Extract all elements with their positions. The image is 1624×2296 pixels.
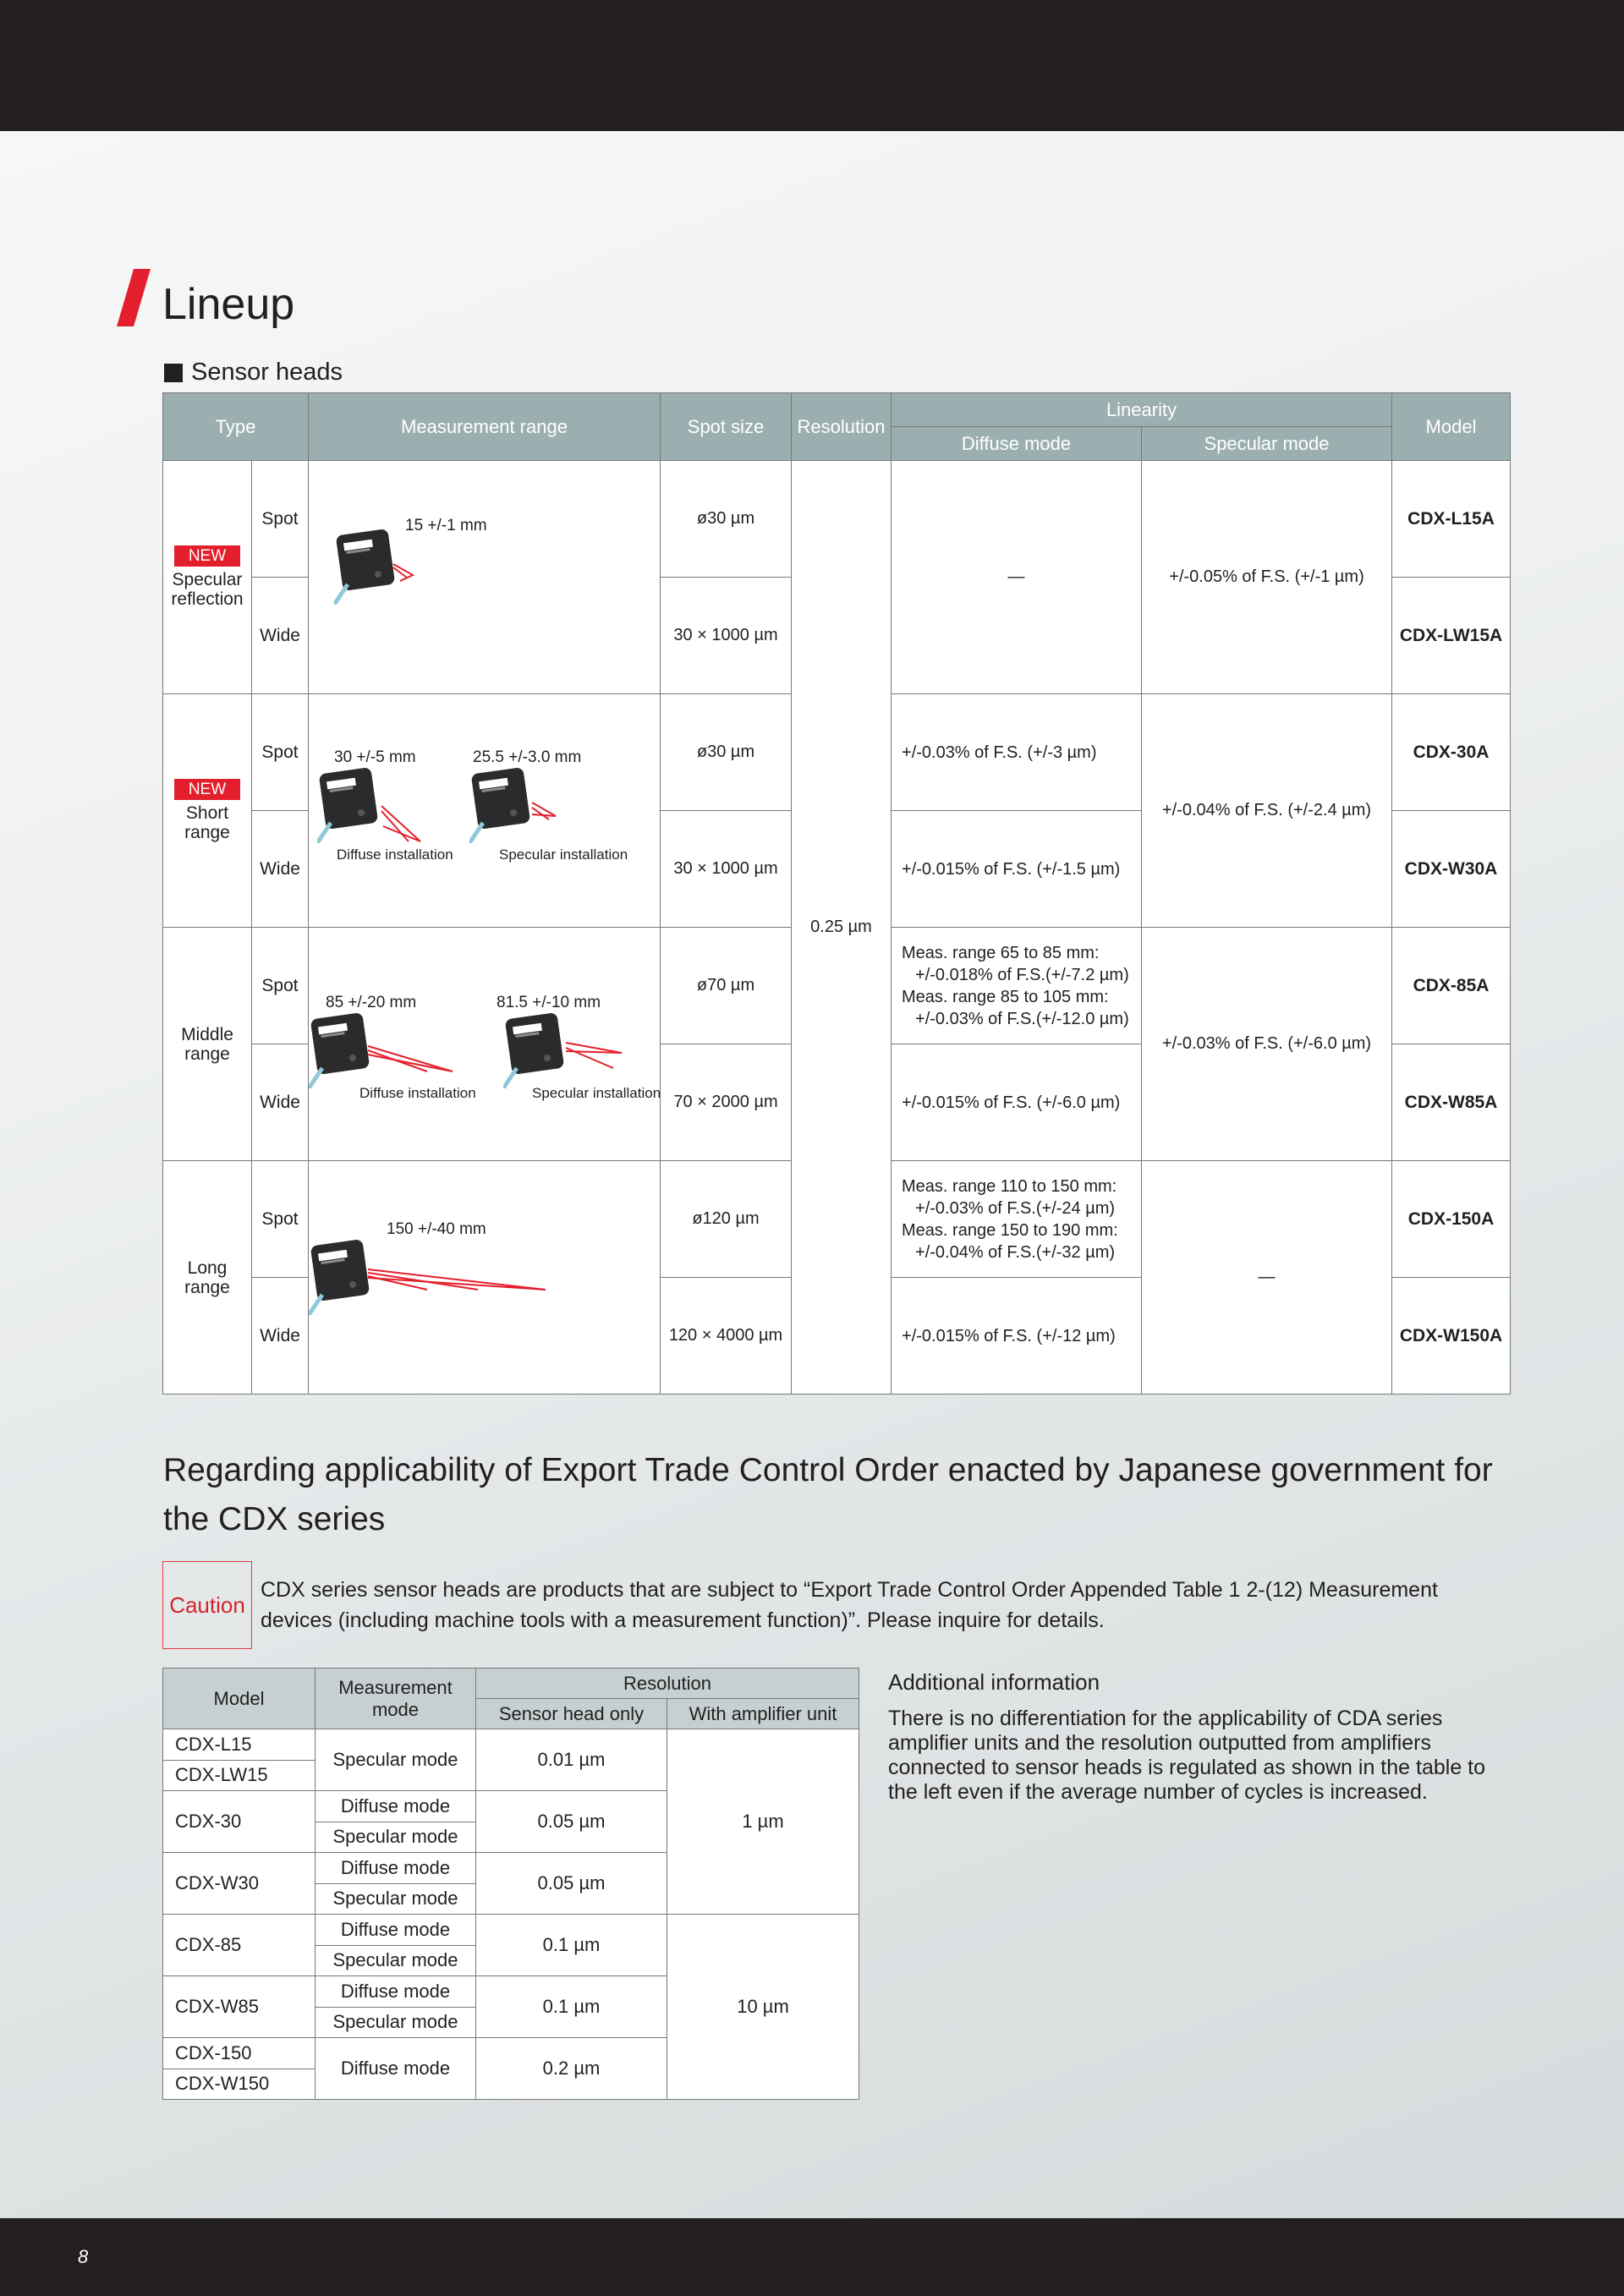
head-only-cell: 0.01 µm (476, 1729, 667, 1791)
type-label: range (184, 1277, 230, 1297)
model-name: CDX-30A (1392, 694, 1511, 811)
model-cell: CDX-W150 (163, 2069, 315, 2100)
range-illustration (309, 928, 661, 1161)
header-with-amplifier: With amplifier unit (667, 1699, 859, 1729)
header-resolution: Resolution (792, 393, 892, 461)
spot-size: 30 × 1000 µm (661, 811, 792, 928)
model-cell: CDX-L15 (163, 1729, 315, 1761)
diffuse-linearity: +/-0.015% of F.S. (+/-1.5 µm) (892, 811, 1142, 928)
new-badge: NEW (174, 545, 240, 567)
model-name: CDX-W150A (1392, 1278, 1511, 1395)
table-row (163, 1915, 859, 1946)
sensor-heads-table (162, 392, 1511, 1395)
head-only-cell: 0.2 µm (476, 2038, 667, 2100)
diffuse-linearity: +/-0.03% of F.S. (+/-3 µm) (892, 694, 1142, 811)
diffuse-linearity: — (892, 461, 1142, 694)
mode-cell: Diffuse mode (315, 1915, 476, 1946)
head-only-cell: 0.1 µm (476, 1915, 667, 1976)
linearity-line: +/-0.018% of F.S.(+/-7.2 µm) (915, 965, 1129, 984)
range-label: 30 +/-5 mm (334, 748, 416, 766)
mode-cell: Diffuse mode (315, 1976, 476, 2008)
model-cell: CDX-W85 (163, 1976, 315, 2038)
header-measurement-mode: Measurement mode (315, 1669, 476, 1729)
type-cell (163, 928, 252, 1161)
range-label: 150 +/-40 mm (387, 1220, 486, 1238)
range-illustration (309, 694, 661, 928)
resolution-table (162, 1668, 859, 2100)
new-badge: NEW (174, 779, 240, 800)
range-label: 25.5 +/-3.0 mm (473, 748, 582, 766)
mode-cell: Specular mode (315, 1822, 476, 1853)
specular-linearity: +/-0.03% of F.S. (+/-6.0 µm) (1142, 928, 1392, 1161)
linearity-line: Meas. range 85 to 105 mm: (902, 987, 1109, 1006)
mode-cell: Specular mode (315, 1945, 476, 1976)
header-specular-mode: Specular mode (1142, 427, 1392, 461)
mode-cell: Diffuse mode (315, 1791, 476, 1822)
model-name: CDX-L15A (1392, 461, 1511, 578)
installation-label: Diffuse installation (359, 1085, 476, 1101)
specular-linearity: +/-0.04% of F.S. (+/-2.4 µm) (1142, 694, 1392, 928)
spot-size: 30 × 1000 µm (661, 578, 792, 694)
red-slash-icon (117, 269, 151, 326)
header-model: Model (163, 1669, 315, 1729)
linearity-line: Meas. range 150 to 190 mm: (902, 1220, 1118, 1240)
header-type: Type (163, 393, 309, 461)
square-bullet-icon (164, 364, 183, 382)
sub-type: Spot (252, 694, 309, 811)
model-name: CDX-LW15A (1392, 578, 1511, 694)
header-diffuse-mode: Diffuse mode (892, 427, 1142, 461)
sub-type: Wide (252, 1044, 309, 1161)
head-only-cell: 0.05 µm (476, 1853, 667, 1915)
type-label: range (184, 1044, 230, 1064)
type-label: range (184, 823, 230, 842)
model-cell: CDX-150 (163, 2038, 315, 2069)
sub-type: Wide (252, 578, 309, 694)
page-title: Lineup (162, 280, 295, 329)
header-resolution: Resolution (476, 1669, 859, 1699)
diffuse-linearity: +/-0.015% of F.S. (+/-12 µm) (892, 1278, 1142, 1395)
export-heading: Regarding applicability of Export Trade Control Order enacted by Japanese government for the CDX series (163, 1452, 1493, 1537)
range-label: 85 +/-20 mm (326, 994, 417, 1011)
bottom-bar (0, 2218, 1624, 2296)
linearity-line: +/-0.04% of F.S.(+/-32 µm) (915, 1242, 1116, 1262)
specular-linearity: +/-0.05% of F.S. (+/-1 µm) (1142, 461, 1392, 694)
with-amp-cell: 1 µm (667, 1729, 859, 1915)
sub-type: Spot (252, 1161, 309, 1278)
installation-label: Diffuse installation (337, 847, 453, 863)
spot-size: ø70 µm (661, 928, 792, 1044)
header-linearity: Linearity (892, 393, 1392, 427)
type-cell (163, 1161, 252, 1395)
sensor-image (309, 1239, 562, 1340)
linearity-line: Meas. range 110 to 150 mm: (902, 1176, 1117, 1196)
caution-text: CDX series sensor heads are products that are subject to “Export Trade Control Order Appended Table 1 2-(12) Measurement devices (including machine tools with a measurement function)”. Please inquire for details. (261, 1578, 1438, 1632)
model-cell: CDX-85 (163, 1915, 315, 1976)
specular-linearity: — (1142, 1161, 1392, 1395)
spot-size: 70 × 2000 µm (661, 1044, 792, 1161)
model-name: CDX-W85A (1392, 1044, 1511, 1161)
table-row (163, 461, 1511, 578)
type-label: Middle (181, 1024, 233, 1044)
header-model: Model (1392, 393, 1511, 461)
type-label: Long (187, 1258, 228, 1278)
additional-info-text: There is no differentiation for the applicability of CDA series amplifier units and the resolution outputted from amplifiers connected to sensor heads is regulated as shown in the table to the left even if the average number of cycles is increased. (888, 1707, 1486, 1804)
mode-cell: Specular mode (315, 1883, 476, 1915)
model-cell: CDX-W30 (163, 1853, 315, 1915)
sub-type: Spot (252, 461, 309, 578)
range-label: 15 +/-1 mm (405, 517, 487, 534)
header-sensor-head-only: Sensor head only (476, 1699, 667, 1729)
page-number: 8 (78, 2246, 89, 2267)
top-bar (0, 0, 1624, 131)
sensor-image (334, 529, 436, 638)
type-label: Specular (172, 570, 243, 589)
additional-info-title: Additional information (888, 1669, 1100, 1695)
mode-cell: Diffuse mode (315, 1853, 476, 1884)
sub-type: Wide (252, 811, 309, 928)
section-heading-text: Sensor heads (191, 359, 343, 386)
section-heading (164, 359, 343, 386)
range-label: 81.5 +/-10 mm (497, 994, 601, 1011)
range-illustration (309, 461, 661, 694)
diffuse-linearity: +/-0.015% of F.S. (+/-6.0 µm) (892, 1044, 1142, 1161)
model-name: CDX-W30A (1392, 811, 1511, 928)
model-cell: CDX-LW15 (163, 1760, 315, 1791)
resolution-value: 0.25 µm (792, 461, 892, 1395)
model-cell: CDX-30 (163, 1791, 315, 1853)
linearity-line: +/-0.03% of F.S.(+/-24 µm) (915, 1198, 1116, 1218)
type-label: Short (185, 803, 229, 823)
mode-cell: Specular mode (315, 1729, 476, 1791)
spot-size: ø30 µm (661, 694, 792, 811)
caution-box: Caution (162, 1561, 252, 1649)
mode-cell: Specular mode (315, 2007, 476, 2038)
type-label: reflection (171, 589, 244, 609)
head-only-cell: 0.1 µm (476, 1976, 667, 2038)
type-cell (163, 461, 252, 694)
diffuse-linearity (892, 1161, 1142, 1278)
table-row (163, 1729, 859, 1761)
range-illustration (309, 1161, 661, 1395)
model-name: CDX-150A (1392, 1161, 1511, 1278)
head-only-cell: 0.05 µm (476, 1791, 667, 1853)
spot-size: ø120 µm (661, 1161, 792, 1278)
header-spot-size: Spot size (661, 393, 792, 461)
mode-cell: Diffuse mode (315, 2038, 476, 2100)
with-amp-cell: 10 µm (667, 1915, 859, 2100)
model-name: CDX-85A (1392, 928, 1511, 1044)
sub-type: Spot (252, 928, 309, 1044)
installation-label: Specular installation (499, 847, 628, 863)
sub-type: Wide (252, 1278, 309, 1395)
header-measurement-range: Measurement range (309, 393, 661, 461)
installation-label: Specular installation (532, 1085, 661, 1101)
spot-size: ø30 µm (661, 461, 792, 578)
diffuse-linearity (892, 928, 1142, 1044)
linearity-line: Meas. range 65 to 85 mm: (902, 943, 1100, 962)
type-cell (163, 694, 252, 928)
linearity-line: +/-0.03% of F.S.(+/-12.0 µm) (915, 1009, 1129, 1028)
spot-size: 120 × 4000 µm (661, 1278, 792, 1395)
